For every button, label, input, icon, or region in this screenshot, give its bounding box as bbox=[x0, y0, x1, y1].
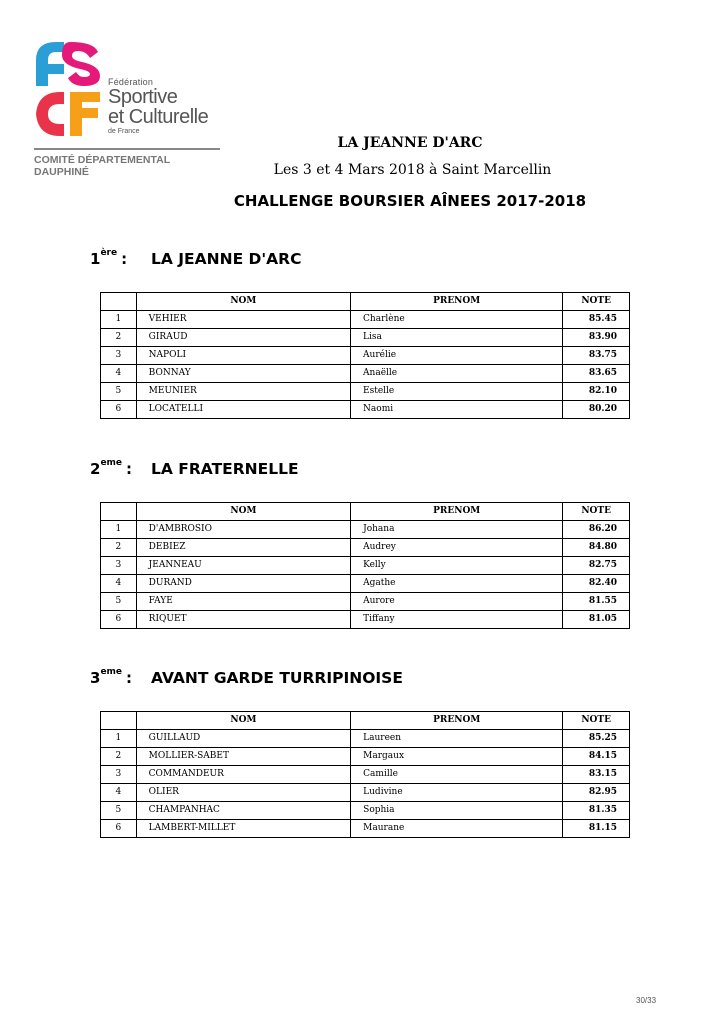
row-rank: 1 bbox=[101, 521, 137, 539]
table-row bbox=[101, 401, 630, 419]
row-prenom: Naomi bbox=[351, 401, 563, 419]
section-title bbox=[90, 250, 630, 278]
row-rank: 3 bbox=[101, 347, 137, 365]
section-rank bbox=[90, 669, 138, 687]
row-prenom: Maurane bbox=[351, 820, 563, 838]
logo-line-france: de France bbox=[108, 128, 140, 135]
row-note: 84.80 bbox=[563, 539, 630, 557]
row-rank: 4 bbox=[101, 365, 137, 383]
section-title bbox=[90, 669, 630, 697]
row-nom: NAPOLI bbox=[136, 347, 350, 365]
section-club-name: LA FRATERNELLE bbox=[151, 460, 299, 478]
row-nom: D'AMBROSIO bbox=[136, 521, 350, 539]
row-nom: LAMBERT-MILLET bbox=[136, 820, 351, 838]
row-nom: CHAMPANHAC bbox=[136, 802, 351, 820]
table-row bbox=[101, 311, 630, 329]
header-note: NOTE bbox=[563, 503, 630, 521]
row-note: 82.75 bbox=[563, 557, 630, 575]
row-prenom: Audrey bbox=[351, 539, 563, 557]
header-nom: NOM bbox=[136, 503, 350, 521]
row-rank: 4 bbox=[101, 575, 137, 593]
row-prenom: Agathe bbox=[351, 575, 563, 593]
row-prenom: Aurore bbox=[351, 593, 563, 611]
row-note: 81.55 bbox=[563, 593, 630, 611]
row-rank: 6 bbox=[101, 820, 137, 838]
table-row bbox=[101, 730, 630, 748]
row-note: 82.40 bbox=[563, 575, 630, 593]
row-prenom: Tiffany bbox=[351, 611, 563, 629]
header-blank bbox=[101, 293, 137, 311]
fscf-logo-icon bbox=[34, 38, 104, 138]
header-blank bbox=[101, 503, 137, 521]
row-rank: 5 bbox=[101, 593, 137, 611]
row-rank: 6 bbox=[101, 401, 137, 419]
section-rank bbox=[90, 250, 138, 268]
table-row bbox=[101, 820, 630, 838]
header-note: NOTE bbox=[563, 293, 630, 311]
rank-suffix: eme bbox=[100, 458, 123, 468]
row-prenom: Estelle bbox=[351, 383, 563, 401]
row-note: 85.25 bbox=[563, 730, 630, 748]
ranking-section bbox=[90, 248, 630, 414]
table-row bbox=[101, 575, 630, 593]
logo-line-sportive: Sportive bbox=[108, 86, 178, 108]
table-header-row bbox=[101, 503, 630, 521]
row-prenom: Margaux bbox=[351, 748, 563, 766]
header-nom: NOM bbox=[136, 293, 350, 311]
row-note: 84.15 bbox=[563, 748, 630, 766]
row-note: 86.20 bbox=[563, 521, 630, 539]
row-nom: OLIER bbox=[136, 784, 351, 802]
table-row bbox=[101, 611, 630, 629]
table-header-row bbox=[101, 712, 630, 730]
logo-comite-line2: DAUPHINÉ bbox=[34, 166, 89, 178]
rank-number: 3 bbox=[90, 669, 101, 687]
header-note: NOTE bbox=[563, 712, 630, 730]
row-nom: GIRAUD bbox=[136, 329, 350, 347]
table-row bbox=[101, 784, 630, 802]
table-row bbox=[101, 593, 630, 611]
ranking-section bbox=[90, 458, 630, 624]
header-prenom: PRENOM bbox=[351, 712, 563, 730]
row-rank: 1 bbox=[101, 311, 137, 329]
logo-comite bbox=[34, 154, 170, 178]
rank-number: 1 bbox=[90, 250, 101, 268]
table-row bbox=[101, 802, 630, 820]
row-rank: 3 bbox=[101, 766, 137, 784]
row-prenom: Laureen bbox=[351, 730, 563, 748]
row-note: 83.65 bbox=[563, 365, 630, 383]
row-nom: DEBIEZ bbox=[136, 539, 350, 557]
table-row bbox=[101, 539, 630, 557]
page-number: 30/33 bbox=[636, 996, 657, 1005]
row-nom: DURAND bbox=[136, 575, 350, 593]
row-prenom: Charlène bbox=[351, 311, 563, 329]
results-table bbox=[100, 292, 630, 419]
row-rank: 2 bbox=[101, 539, 137, 557]
header-challenge: CHALLENGE BOURSIER AÎNEES 2017-2018 bbox=[233, 192, 587, 210]
results-table bbox=[100, 502, 630, 629]
row-note: 85.45 bbox=[563, 311, 630, 329]
header-event: Les 3 et 4 Mars 2018 à Saint Marcellin bbox=[273, 162, 552, 178]
section-title bbox=[90, 460, 630, 488]
row-note: 83.15 bbox=[563, 766, 630, 784]
row-nom: MEUNIER bbox=[136, 383, 350, 401]
row-prenom: Ludivine bbox=[351, 784, 563, 802]
table-row bbox=[101, 766, 630, 784]
row-rank: 5 bbox=[101, 802, 137, 820]
row-nom: LOCATELLI bbox=[136, 401, 350, 419]
row-rank: 6 bbox=[101, 611, 137, 629]
section-club-name: AVANT GARDE TURRIPINOISE bbox=[151, 669, 403, 687]
row-prenom: Anaëlle bbox=[351, 365, 563, 383]
table-row bbox=[101, 748, 630, 766]
row-note: 82.10 bbox=[563, 383, 630, 401]
row-rank: 5 bbox=[101, 383, 137, 401]
ranking-section bbox=[90, 667, 630, 833]
row-nom: VEHIER bbox=[136, 311, 350, 329]
row-nom: GUILLAUD bbox=[136, 730, 351, 748]
row-prenom: Camille bbox=[351, 766, 563, 784]
row-rank: 3 bbox=[101, 557, 137, 575]
row-note: 81.15 bbox=[563, 820, 630, 838]
row-note: 81.05 bbox=[563, 611, 630, 629]
row-rank: 1 bbox=[101, 730, 137, 748]
row-nom: COMMANDEUR bbox=[136, 766, 351, 784]
table-row bbox=[101, 521, 630, 539]
row-rank: 2 bbox=[101, 748, 137, 766]
fscf-logo bbox=[34, 38, 224, 183]
row-note: 82.95 bbox=[563, 784, 630, 802]
table-row bbox=[101, 329, 630, 347]
row-nom: BONNAY bbox=[136, 365, 350, 383]
header-nom: NOM bbox=[136, 712, 351, 730]
table-header-row bbox=[101, 293, 630, 311]
row-nom: MOLLIER-SABET bbox=[136, 748, 351, 766]
row-note: 83.90 bbox=[563, 329, 630, 347]
row-prenom: Johana bbox=[351, 521, 563, 539]
results-table bbox=[100, 711, 630, 838]
row-nom: JEANNEAU bbox=[136, 557, 350, 575]
rank-colon: : bbox=[121, 250, 128, 268]
row-nom: FAYE bbox=[136, 593, 350, 611]
header-prenom: PRENOM bbox=[351, 293, 563, 311]
rank-suffix: eme bbox=[100, 667, 123, 677]
table-row bbox=[101, 557, 630, 575]
rank-number: 2 bbox=[90, 460, 101, 478]
row-nom: RIQUET bbox=[136, 611, 350, 629]
row-prenom: Lisa bbox=[351, 329, 563, 347]
table-row bbox=[101, 365, 630, 383]
row-rank: 4 bbox=[101, 784, 137, 802]
logo-line-federation: Fédération bbox=[108, 77, 154, 87]
row-note: 83.75 bbox=[563, 347, 630, 365]
rank-suffix: ère bbox=[100, 248, 118, 258]
rank-colon: : bbox=[126, 460, 133, 478]
row-prenom: Kelly bbox=[351, 557, 563, 575]
fscf-logo-text bbox=[108, 78, 208, 135]
row-rank: 2 bbox=[101, 329, 137, 347]
rank-colon: : bbox=[126, 669, 133, 687]
logo-divider bbox=[34, 148, 220, 150]
header-club: LA JEANNE D'ARC bbox=[337, 135, 483, 151]
table-row bbox=[101, 347, 630, 365]
row-prenom: Sophia bbox=[351, 802, 563, 820]
section-rank bbox=[90, 460, 138, 478]
header-prenom: PRENOM bbox=[351, 503, 563, 521]
row-note: 80.20 bbox=[563, 401, 630, 419]
logo-comite-line1: COMITÉ DÉPARTEMENTAL bbox=[34, 154, 171, 166]
row-prenom: Aurélie bbox=[351, 347, 563, 365]
logo-line-culturelle: et Culturelle bbox=[108, 106, 209, 128]
section-club-name: LA JEANNE D'ARC bbox=[151, 250, 302, 268]
row-note: 81.35 bbox=[563, 802, 630, 820]
table-row bbox=[101, 383, 630, 401]
header-blank bbox=[101, 712, 137, 730]
